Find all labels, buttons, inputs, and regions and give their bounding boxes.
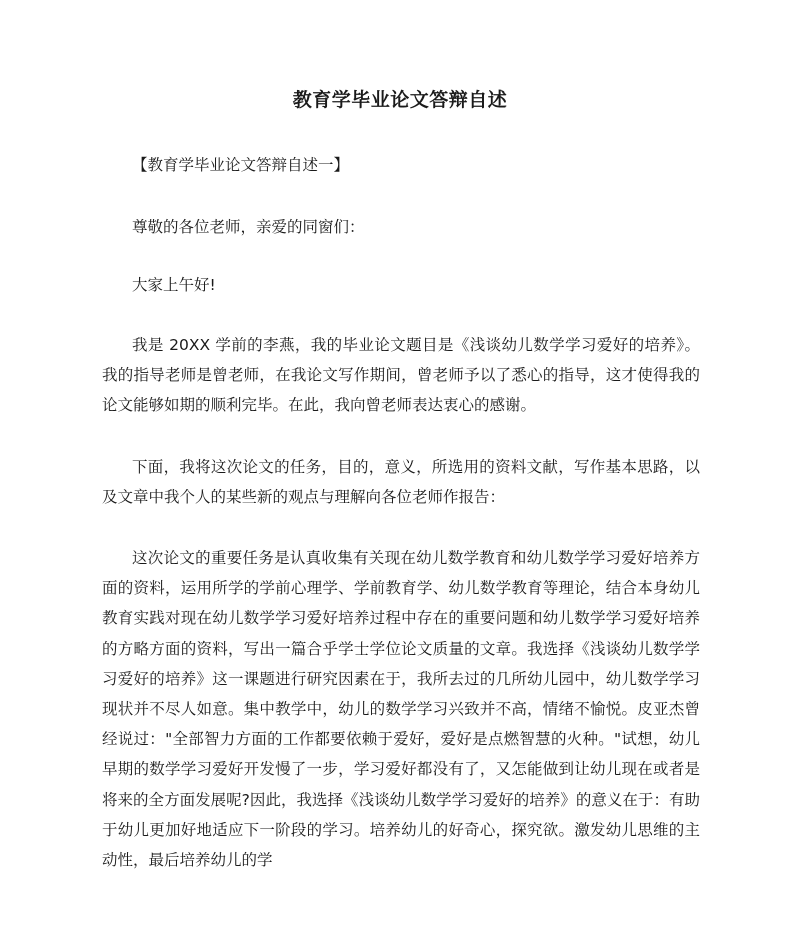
paragraph-introduction: 我是 20XX 学前的李燕，我的毕业论文题目是《浅谈幼儿数学学习爱好的培养》。我的指导老师是曾老师，在我论文写作期间，曾老师予以了悉心的指导，这才使得我的论文能够如期的顺利完毕。在此，我向曾老师表达衷心的感谢。 — [102, 336, 700, 415]
paragraph-outline: 下面，我将这次论文的任务，目的，意义，所选用的资料文献，写作基本思路，以及文章中我个人的某些新的观点与理解向各位老师作报告： — [102, 458, 700, 507]
section-heading: 【教育学毕业论文答辩自述一】 — [132, 156, 350, 174]
paragraph-salutation: 尊敬的各位老师，亲爱的同窗们： — [132, 218, 365, 236]
paragraph-greeting: 大家上午好! — [132, 276, 216, 294]
document-title: 教育学毕业论文答辩自述 — [292, 89, 508, 111]
paragraph-task: 这次论文的重要任务是认真收集有关现在幼儿数学教育和幼儿数学学习爱好培养方面的资料，运用所学的学前心理学、学前教育学、幼儿数学教育等理论，结合本身幼儿教育实践对现在幼儿数学学习爱好培养过程中存在的重要问题和幼儿数学学习爱好培养的方略方面的资料，写出一篇合乎学士学位论文质量的文章。我选择《浅谈幼儿数学学习爱好的培养》这一课题进行研究因素在于，我所去过的几所幼儿园中，幼儿数学学习现状并不尽人如意。集中教学中，幼儿的数学学习兴致并不高，情绪不愉悦。皮亚杰曾经说过："全部智力方面的工作都要依赖于爱好，爱好是点燃智慧的火种。"试想，幼儿早期的数学学习爱好开发慢了一步，学习爱好都没有了，又怎能做到让幼儿现在或者是将来的全方面发展呢?因此，我选择《浅谈幼儿数学学习爱好的培养》的意义在于：有助于幼儿更加好地适应下一阶段的学习。培养幼儿的好奇心，探究欲。激发幼儿思维的主动性，最后培养幼儿的学 — [102, 549, 700, 870]
